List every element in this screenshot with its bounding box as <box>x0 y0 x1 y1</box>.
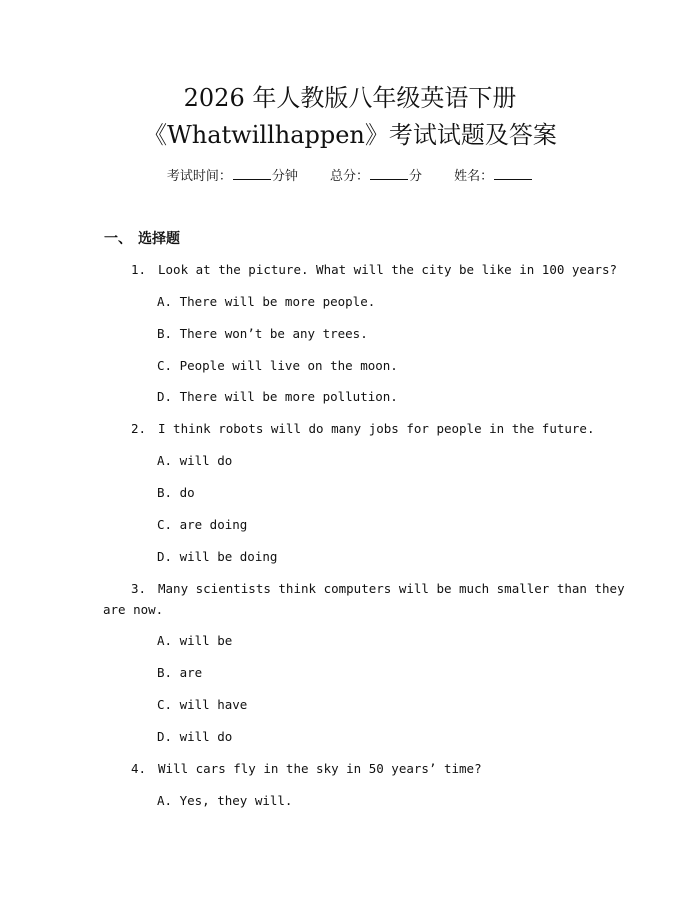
exam-time-label: 考试时间： <box>166 169 232 184</box>
question-2 <box>131 418 595 439</box>
question-3-option-b: B. are <box>157 665 203 680</box>
question-2-option-b: B. do <box>157 485 195 500</box>
total-score-unit: 分 <box>409 169 423 184</box>
question-2-option-d: D. will be doing <box>157 549 278 564</box>
question-3-continued <box>103 599 163 620</box>
question-text-line1: Many scientists think computers will be much smaller than they <box>158 581 625 596</box>
student-name-label: 姓名： <box>454 169 494 184</box>
total-score-label: 总分： <box>329 169 369 184</box>
question-text: Will cars fly in the sky in 50 years’ time? <box>158 761 482 776</box>
question-number: 2. <box>131 421 147 436</box>
page-title-line1: 2026 年人教版八年级英语下册 <box>183 84 517 112</box>
student-name-blank <box>494 167 532 180</box>
question-2-option-a: A. will do <box>157 453 233 468</box>
total-score-blank <box>370 167 408 180</box>
section-title: 选择题 <box>138 231 180 247</box>
question-text: Look at the picture. What will the city be like in 100 years? <box>158 262 618 277</box>
student-name-field <box>454 167 533 187</box>
question-number: 3. <box>131 581 147 596</box>
exam-time-field <box>167 167 298 187</box>
section-heading <box>104 229 180 249</box>
question-text: I think robots will do many jobs for people in the future. <box>158 421 595 436</box>
total-score-field <box>330 167 422 187</box>
page-title-line2: 《Whatwillhappen》考试试题及答案 <box>143 121 557 149</box>
question-4-option-a: A. Yes, they will. <box>157 793 293 808</box>
exam-time-unit: 分钟 <box>271 169 298 184</box>
question-3-option-c: C. will have <box>157 697 248 712</box>
exam-info-line <box>0 167 700 187</box>
question-1-option-a: A. There will be more people. <box>157 294 376 309</box>
question-1-option-b: B. There won’t be any trees. <box>157 326 368 341</box>
question-3 <box>131 578 625 599</box>
exam-time-blank <box>233 167 271 180</box>
question-4 <box>131 758 482 779</box>
question-1 <box>131 259 617 280</box>
section-number: 一、 <box>104 231 132 247</box>
question-1-option-c: C. People will live on the moon. <box>157 358 398 373</box>
question-number: 4. <box>131 761 147 776</box>
question-1-option-d: D. There will be more pollution. <box>157 389 398 404</box>
question-2-option-c: C. are doing <box>157 517 248 532</box>
question-number: 1. <box>131 262 147 277</box>
question-3-option-d: D. will do <box>157 729 233 744</box>
question-3-option-a: A. will be <box>157 633 233 648</box>
question-text-line2: are now. <box>103 602 164 617</box>
